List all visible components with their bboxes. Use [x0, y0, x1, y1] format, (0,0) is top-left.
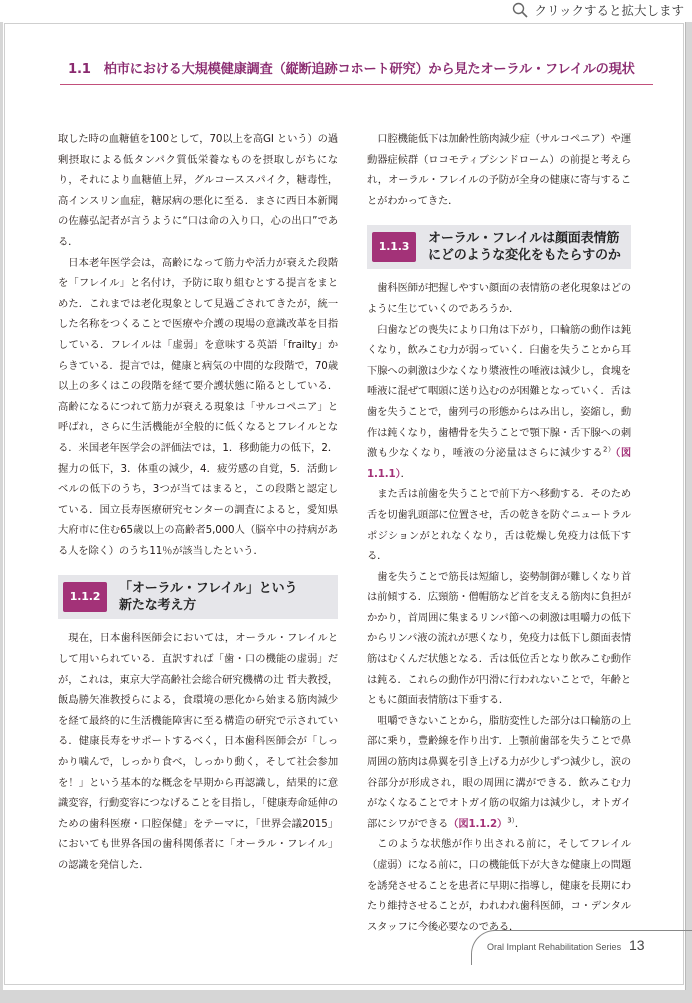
magnifier-icon: [512, 2, 528, 18]
paragraph: このような状態が作り出される前に，そしてフレイル（虚弱）になる前に，口の機能低下が大きな健康上の問題を誘発させることを患者に早期に指導し，健康を長期にわたり維持させることが，われわれ歯科医師，コ・デンタルスタッフに今後必要なのである．: [367, 838, 631, 933]
citation-superscript: 3）: [507, 816, 515, 825]
section-heading-1-1-3: [367, 225, 631, 269]
left-column: [58, 129, 338, 876]
figure-reference[interactable]: （図1.1.2）: [448, 817, 508, 830]
section-title: [119, 580, 297, 614]
figure-reference[interactable]: （図1.1.1）: [367, 447, 631, 480]
paragraph: 歯を失うことで筋長は短縮し，姿勢制御が難しくなり首は前傾する．広頸筋・僧帽筋など首を支える筋肉に負担がかかり，首周囲に集まるリンパ節への刺激は咀嚼力の低下からリンパ液の流れが悪くなり，免疫力は低下し顔面表情筋はむくんだ状態となる．舌は低位舌となり飲みこむ動作は鈍る．これらの動作が円滑に行われないことで，年齢とともに顔面表情筋は下垂する．: [367, 570, 631, 707]
citation-superscript: 2）: [602, 445, 616, 454]
section-title-line: にどのような変化をもたらすのか: [428, 248, 621, 264]
paragraph: 日本老年医学会は，高齢になって筋力や活力が衰えた段階を「フレイル」と名付け，予防に取り組むとする提言をまとめた．これまでは老化現象として見過ごされてきたが，統一した名称をつくることで医療や介護の現場の意識改革を目指している．フレイルは「虚弱」を意味する英語「frailty」からきている．提言では，健康と病気の中間的な段階で，70歳以上の多くはこの段階を経て要介護状態に陥るとしている．高齢になるにつれて筋力が衰える現象は「サルコペニア」と呼ばれ，さらに生活機能が全般的に低くなるとフレイルとなる．米国老年医学会の評価法では，1．移動能力の低下，2．握力の低下，3．体重の減少，4．疲労感の自覚，5．活動レベルの低下のうち，3つが当てはまると，この段階と認定している．国立長寿医療研究センターの調査によると，愛知県大府市に住む65歳以上の高齢者5,000人（脳卒中の持病がある人を除く）のうち11％が該当したという．: [58, 256, 338, 557]
section-heading-1-1-2: [58, 575, 338, 619]
right-column: [367, 129, 631, 937]
paragraph-text: 臼歯などの喪失により口角は下がり，口輪筋の動作は鈍くなり，飲みこむ力が弱っていく．臼歯を失うことから耳下腺への刺激は少なくなり漿液性の唾液は減少し，食塊を唾液に混ぜて咽頭に送り込むのが困難となっていく．舌は歯を失うことで，歯列弓の形態からはみ出し，姿縮し，動作は鈍くなり，歯槽骨を失うことで顎下腺・舌下腺への刺激も少なくなり，唾液の分泌量はさらに減少する: [367, 323, 631, 460]
page-header: [68, 58, 638, 77]
section-number: 1.1.3: [372, 232, 416, 262]
section-title-line: オーラル・フレイルは顔面表情筋: [428, 231, 620, 247]
paragraph: [367, 711, 631, 835]
section-title-line: 「オーラル・フレイル」という: [119, 581, 298, 597]
paragraph: 口腔機能低下は加齢性筋肉減少症（サルコペニア）や運動器症候群（ロコモティブシンドローム）の前提と考えられ，オーラル・フレイルの予防が全身の健康に寄与することがわかってきた．: [367, 133, 631, 207]
zoom-label: クリックすると拡大します: [534, 3, 684, 18]
section-title-line: 新たな考え方: [119, 598, 197, 614]
zoom-link[interactable]: [512, 1, 684, 19]
series-title: Oral Implant Rehabilitation Series: [487, 942, 622, 952]
page-number: 13: [629, 937, 645, 953]
page-footer: [471, 930, 681, 970]
page-title: 1.1 柏市における大規模健康調査（縦断追跡コホート研究）から見たオーラル・フレイルの現状: [68, 62, 635, 77]
paragraph: 現在，日本歯科医師会においては，オーラル・フレイルとして用いられている．直訳すれば「歯・口の機能の虚弱」だが，これは，東京大学高齢社会総合研究機構の辻 哲夫教授，飯島勝矢准教授らによる，食環境の悪化から始まる筋肉減少を経て最終的に生活機能障害に至る構造の研究で示されている．健康長寿をサポートするべく，日本歯科医師会が「しっかり噛んで，しっかり食べ，しっかり動く，そして社会参加を！」という基本的な概念を早期から再認識し，結果的に意識変容，行動変容につなげることを目指し，「健康寿命延伸のための歯科医療・口腔保健」をテーマに，「世界会議2015」においても世界各国の歯科関係者に「オーラル・フレイル」の認識を発信した．: [58, 632, 338, 871]
paragraph: [367, 320, 631, 485]
section-number: 1.1.2: [63, 582, 107, 612]
top-bar: [0, 0, 692, 22]
paragraph: 歯科医師が把握しやすい顔面の表情筋の老化現象はどのように生じていくのであろうか．: [367, 282, 631, 315]
paragraph: 取した時の血糖値を100として，70以上を高GI という）の過剰摂取による低タンパク質低栄養なものを摂取しがちになり，それにより血糖値上昇，グルコーススパイク，糖毒性，高インスリン血症，糖尿病の悪化に至る．まさに西日本新聞の佐藤弘記者が言うように“口は命の入り口，心の出口”である．: [58, 133, 338, 248]
paragraph: また舌は前歯を失うことで前下方へ移動する．そのため舌を切歯乳頭部に位置させ，舌の乾きを防ぐニュートラルポジションがとれなくなり，舌は乾燥し免疫力は低下する．: [367, 488, 631, 563]
header-divider: [60, 84, 653, 85]
paragraph-text: 咀嚼できないことから，脂肪変性した部分は口輪筋の上部に乗り，豊齢線を作り出す．上顎前歯部を失うことで鼻周囲の筋肉は鼻翼を引き上げる力が少しずつ減少し，涙の谷部分が形成され，眼の周囲に溝ができる．飲みこむ力がなくなることでオトガイ筋の収縮力は減少し，オトガイ部にシワができる: [367, 714, 631, 830]
paragraph-text: ．: [400, 467, 411, 480]
section-title: [428, 230, 621, 264]
paragraph-text: ．: [514, 817, 526, 830]
